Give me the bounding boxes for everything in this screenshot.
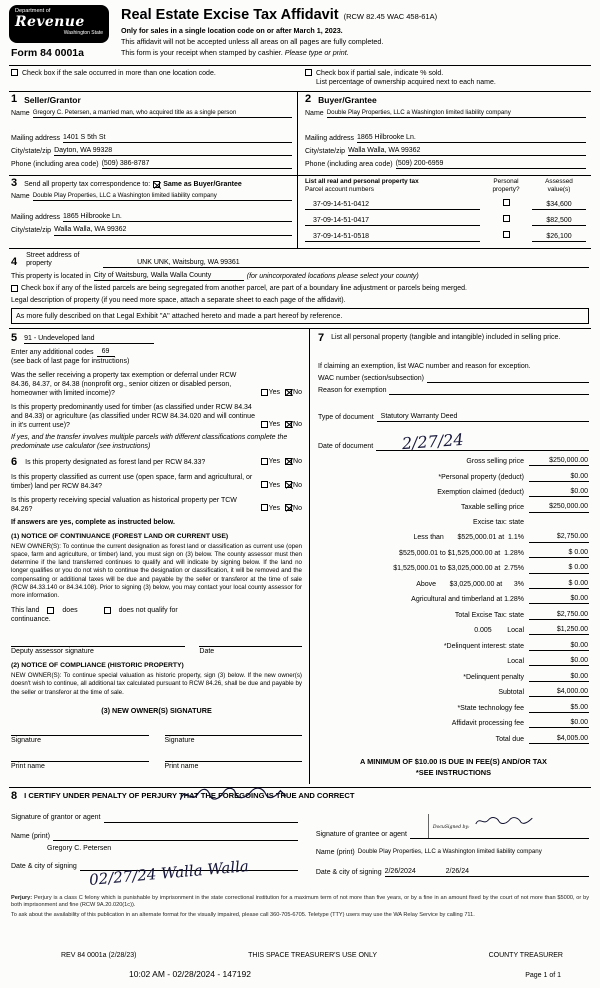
page-title: Real Estate Excise Tax Affidavit <box>121 7 339 23</box>
accessibility-note: To ask about the availability of this publication in an alternate format for the visually impaired, please call 360-705-6705. Teletype (TTY) users may use the WA Relay Service by calling 711. <box>11 912 475 919</box>
deputy-assessor-row <box>11 636 302 656</box>
county-treasurer-label: COUNTY TREASURER <box>488 951 563 959</box>
page-indicator: Page 1 of 1 <box>525 971 561 979</box>
yes-label: Yes <box>268 481 281 489</box>
correspondence-parcels-band <box>9 176 591 249</box>
personal-property-checkbox-2[interactable] <box>503 215 510 222</box>
document-type-field[interactable]: Statutory Warranty Deed <box>377 412 589 422</box>
street-address-label-line2: property <box>26 259 52 267</box>
total-due-value[interactable]: $4,005.00 <box>529 734 589 744</box>
notice-compliance-title: (2) NOTICE OF COMPLIANCE (HISTORIC PROPERTY) <box>11 662 184 670</box>
grantee-printed-name: Double Play Properties, LLC a Washington limited liability company <box>357 848 542 856</box>
segregated-parcels-label: Check box if any of the listed parcels are being segregated from another parcel, are part of a boundary line adjustment or parcels being merged. <box>21 285 467 293</box>
local-tax-value[interactable]: $1,250.00 <box>529 625 589 635</box>
section-2-buyer <box>297 92 591 175</box>
correspondence-csz-field[interactable]: Walla Walla, WA 99362 <box>54 225 292 235</box>
seller-csz-label: City/state/zip <box>11 148 52 156</box>
grantor-name-print-label: Name (print) <box>11 832 50 840</box>
grantor-signature-label: Signature of grantor or agent <box>11 814 101 822</box>
street-address-label-line1: Street address of <box>26 251 80 259</box>
parcel-number-field-2[interactable]: 37-09-14-51-0417 <box>305 216 480 226</box>
seller-heading: Seller/Grantor <box>24 94 81 105</box>
yes-label: Yes <box>268 421 281 429</box>
exemption-no-checkbox[interactable] <box>285 389 292 396</box>
tax-line-label: $1,525,000.01 to $3,025,000.00 at 2.75% <box>393 565 524 573</box>
section-1-number: 1 <box>11 92 18 105</box>
document-date-handwriting: 2/27/24 <box>401 430 465 454</box>
same-as-buyer-label: Same as Buyer/Grantee <box>163 181 242 189</box>
forest-yes-checkbox[interactable] <box>261 458 268 465</box>
tax-line-label: Total Excise Tax: state <box>454 611 524 619</box>
exemption-claim-note: If claiming an exemption, list WAC number and reason for exception. <box>318 362 531 370</box>
tax-line-label: Taxable selling price <box>460 504 524 512</box>
seller-csz-field[interactable]: Dayton, WA 99328 <box>54 146 292 156</box>
tax-line-label: *Personal property (deduct) <box>438 473 524 481</box>
additional-codes-note: (see back of last page for instructions) <box>11 357 130 365</box>
deputy-assessor-signature-line[interactable] <box>11 636 185 647</box>
tax-line-label: Exemption claimed (deduct) <box>437 488 524 496</box>
grantee-signature-label: Signature of grantee or agent <box>315 831 407 839</box>
additional-codes-field[interactable]: 69 <box>97 347 115 357</box>
tax-line-label: $525,000.01 to $1,525,000.00 at 1.28% <box>399 549 524 557</box>
historic-no-checkbox[interactable] <box>285 504 292 511</box>
deputy-date-label: Date <box>199 648 215 656</box>
grantor-signing-block <box>11 804 298 890</box>
new-owner-signature-line-1[interactable] <box>11 726 149 736</box>
street-address-field[interactable]: UNK UNK, Waitsburg, WA 99361 <box>103 258 589 268</box>
buyer-mailing-field[interactable]: 1865 Hilbrooke Ln. <box>357 133 586 143</box>
form-header <box>9 5 591 65</box>
partial-sale-text: Check box if partial sale, indicate % sold. <box>316 69 444 77</box>
tax-computation-table <box>318 456 589 749</box>
delinquent-penalty-value[interactable]: $0.00 <box>529 672 589 682</box>
signature-label: Signature <box>11 737 41 745</box>
exemption-reason-label: Reason for exemption <box>318 386 387 394</box>
sections-5-6-column <box>9 329 309 785</box>
exemption-reason-field[interactable] <box>389 386 589 395</box>
assessed-value-field-1[interactable]: $34,600 <box>532 200 586 210</box>
grantor-date-city-label: Date & city of signing <box>11 862 77 870</box>
seller-phone-field[interactable]: (509) 386-8787 <box>102 159 292 169</box>
new-owner-print-row <box>11 752 302 771</box>
section-3-number: 3 <box>11 177 18 190</box>
docusign-block <box>428 814 536 838</box>
no-label: No <box>293 421 302 429</box>
notice-compliance-body: NEW OWNER(S): To continue special valuation as historic property, sign (3) below. If the new owner(s) doesn't wish to continue, all additional tax calculated pursuant to RCW 84.26, shall be due and payable by the seller or transferor at the time of sale. <box>11 672 302 696</box>
no-label: No <box>293 481 302 489</box>
exemption-question-text: Was the seller receiving a property tax exemption or deferral under RCW 84.36, 84.37, or 84.38 (nonprofit org., senior citizen or disabled person, homeowner with limited income)? <box>11 371 237 398</box>
current-use-yes-checkbox[interactable] <box>261 481 268 488</box>
agricultural-timberland-value[interactable]: $0.00 <box>529 594 589 604</box>
tier-2-tax-value[interactable]: $ 0.00 <box>529 548 589 558</box>
gross-selling-price-value[interactable]: $250,000.00 <box>529 456 589 466</box>
section-7-column <box>309 329 591 785</box>
correspondence-name-field[interactable]: Double Play Properties, LLC a Washington limited liability company <box>33 192 292 201</box>
assessed-value-field-3[interactable]: $26,100 <box>532 232 586 242</box>
seller-name-label: Name <box>11 109 30 117</box>
header-note-3 <box>121 48 591 57</box>
parcel-number-field-3[interactable]: 37-09-14-51-0518 <box>305 232 480 242</box>
land-use-code-field[interactable]: 91 - Undeveloped land <box>24 334 154 344</box>
buyer-phone-field[interactable]: (509) 200-6959 <box>396 159 586 169</box>
logo-dept-text: Department of <box>15 8 51 14</box>
multi-location-label: Check box if the sale occurred in more than one location code. <box>22 69 216 77</box>
notice-continuance-body: NEW OWNER(S): To continue the current designation as forest land or classification as current use (open space, farm and agriculture, or timber) land, you must sign on (3) below. The county assessor must then determine if the land transferred continues to qualify and will indicate by signing below. If the land no longer qualifies or you do not wish to continue the designation or classification, it will be removed and the compensating or additional taxes will be due and payable by the seller or transferor at the time of sale (RCW 84.33.140 or 84.34.108). Prior to signing (3) below, you may contact your local county assessor for more information. <box>11 542 302 599</box>
seller-phone-label: Phone (including area code) <box>11 161 99 169</box>
header-note-1: Only for sales in a single location code on or after March 1, 2023. <box>121 26 343 36</box>
no-label: No <box>293 458 302 466</box>
top-checkboxes-row <box>9 65 591 92</box>
assessed-header-line1: Assessed <box>545 178 573 186</box>
print-name-label: Print name <box>164 763 199 771</box>
seller-buyer-band <box>9 92 591 176</box>
personal-property-checkbox-3[interactable] <box>503 231 510 238</box>
print-name-label: Print name <box>11 763 45 771</box>
does-qualify-checkbox[interactable] <box>47 607 54 614</box>
street-address-label <box>26 252 98 268</box>
ownership-pct-text: List percentage of ownership acquired next to each name. <box>316 78 496 86</box>
form-number: Form 84 0001a <box>11 47 84 59</box>
certify-statement: I CERTIFY UNDER PENALTY OF PERJURY THAT THE FOREGOING IS TRUE AND CORRECT <box>24 791 355 801</box>
state-technology-fee-value[interactable]: $5.00 <box>529 703 589 713</box>
seller-mailing-field[interactable]: 1401 S 5th St <box>63 133 292 143</box>
wac-number-label: WAC number (section/subsection) <box>318 374 424 382</box>
minimum-due-line1: A MINIMUM OF $10.00 IS DUE IN FEE(S) AND/OR TAX <box>360 757 547 767</box>
section-4-number: 4 <box>11 256 18 268</box>
document-type-label: Type of document <box>318 413 374 421</box>
parcel-number-field-1[interactable]: 37-09-14-51-0412 <box>305 200 480 210</box>
section-8-number: 8 <box>11 790 18 803</box>
this-land-label: This land <box>11 607 40 615</box>
tax-line-label: *State technology fee <box>457 704 524 712</box>
section-7-number: 7 <box>318 331 325 344</box>
parcel-header <box>305 178 480 193</box>
perjury-notice <box>9 895 591 920</box>
signature-label: Signature <box>164 737 195 745</box>
buyer-name-field[interactable]: Double Play Properties, LLC a Washington limited liability company <box>327 109 586 118</box>
forest-land-question-text: Is this property designated as forest land per RCW 84.33? <box>25 459 206 467</box>
tax-line-label: *Delinquent penalty <box>463 673 524 681</box>
yes-label: Yes <box>268 389 281 397</box>
legal-description-label: Legal description of property (if you need more space, attach a separate sheet to each page of the affidavit). <box>11 297 346 305</box>
new-owner-print-line-1[interactable] <box>11 752 149 762</box>
document-date-field[interactable] <box>376 425 589 454</box>
grantee-date-city-line[interactable] <box>385 867 589 877</box>
page-footer <box>9 951 591 980</box>
minimum-due-line2: *SEE INSTRUCTIONS <box>415 768 492 778</box>
multi-location-checkbox[interactable] <box>11 69 18 76</box>
yes-label: Yes <box>268 504 281 512</box>
tax-line-label: 0.005 Local <box>474 627 524 635</box>
treasurer-space-label: THIS SPACE TREASURER'S USE ONLY <box>248 951 377 959</box>
grantor-printed-name: Gregory C. Petersen <box>47 844 112 852</box>
exemption-claimed-value[interactable]: $0.00 <box>529 487 589 497</box>
parcel-header-line2: Parcel account numbers <box>305 185 374 193</box>
current-use-question-text: Is this property classified as current use (open space, farm and agricultural, or timber) land per RCW 84.34? <box>11 473 253 490</box>
no-label: No <box>293 389 302 397</box>
new-owner-signature-row <box>11 726 302 745</box>
correspondence-mailing-label: Mailing address <box>11 214 61 222</box>
tax-line-label: Affidavit processing fee <box>451 720 524 728</box>
historic-question-text: Is this property receiving special valuation as historical property per TCW 84.26? <box>11 496 237 513</box>
parcel-row <box>305 231 586 242</box>
unincorporated-note: (for unincorporated locations please select your county) <box>246 273 419 280</box>
current-use-question <box>11 473 302 491</box>
exemption-question <box>11 371 302 398</box>
grantee-date-city-label: Date & city of signing <box>315 868 382 876</box>
grantee-name-print-label: Name (print) <box>315 849 355 857</box>
excise-tax-state-label: Excise tax: state <box>473 518 524 526</box>
buyer-csz-label: City/state/zip <box>305 148 346 156</box>
exemption-yes-checkbox[interactable] <box>261 389 268 396</box>
middle-band <box>9 329 591 785</box>
header-note-3-text: This form is your receipt when stamped by cashier. <box>121 48 283 58</box>
does-not-qualify-checkbox[interactable] <box>104 607 111 614</box>
tax-line-label: Above $3,025,000.00 at 3% <box>416 580 524 588</box>
personal-property-deduct-value[interactable]: $0.00 <box>529 472 589 482</box>
partial-sale-label <box>316 69 496 87</box>
land-qualify-row <box>11 606 302 615</box>
tax-line-label: Less than $525,000.01 at 1.1% <box>413 534 524 542</box>
legal-description-field[interactable]: As more fully described on that Legal Exhibit "A" attached hereto and made a part hereof by reference. <box>11 308 589 323</box>
perjury-lead: Perjury: <box>11 894 33 901</box>
property-located-label: This property is located in <box>11 273 91 280</box>
grantee-date-2: 2/26/24 <box>445 867 470 875</box>
logo-revenue-text: Revenue <box>15 14 85 31</box>
property-location-field[interactable]: City of Waitsburg, Walla Walla County <box>94 271 244 281</box>
grantor-name-print-line[interactable] <box>53 832 298 841</box>
timber-no-checkbox[interactable] <box>285 421 292 428</box>
seller-mailing-label: Mailing address <box>11 134 61 142</box>
rev-form-number: REV 84 0001a (2/28/23) <box>61 951 137 959</box>
seller-name-field[interactable]: Gregory C. Petersen, a married man, who acquired title as a single person <box>33 109 292 118</box>
timber-question-text: Is this property predominantly used for timber (as classified under RCW 84.34 and 84.33) or agriculture (as classified under RCW 84.34.020 and will continue in it's current use)? <box>11 404 255 430</box>
forest-land-question <box>11 457 302 468</box>
grantee-signing-block <box>316 804 589 876</box>
if-yes-note: If answers are yes, complete as instructed below. <box>11 518 175 526</box>
no-label: No <box>293 504 302 512</box>
parcel-table <box>297 176 591 248</box>
subtotal-value[interactable]: $4,000.00 <box>529 687 589 697</box>
total-excise-state-value[interactable]: $2,750.00 <box>529 610 589 620</box>
assessed-header-line2: value(s) <box>547 185 571 193</box>
tier-4-tax-value[interactable]: $ 0.00 <box>529 579 589 589</box>
segregated-parcels-checkbox[interactable] <box>11 285 18 292</box>
timber-question <box>11 403 302 430</box>
partial-sale-checkbox[interactable] <box>305 69 312 76</box>
historic-yes-checkbox[interactable] <box>261 504 268 511</box>
personal-header-line1: Personal <box>493 178 519 186</box>
new-owner-signature-title: (3) NEW OWNER(S) SIGNATURE <box>101 705 212 715</box>
parcel-row <box>305 215 586 226</box>
docusign-label: DocuSigned by: <box>432 825 470 831</box>
title-rcw-reference: (RCW 82.45 WAC 458-61A) <box>343 12 438 21</box>
buyer-csz-field[interactable]: Walla Walla, WA 99362 <box>348 146 586 156</box>
tier-3-tax-value[interactable]: $ 0.00 <box>529 563 589 573</box>
header-note-2: This affidavit will not be accepted unless all areas on all pages are fully completed. <box>121 37 384 47</box>
forest-no-checkbox[interactable] <box>285 458 292 465</box>
tier-1-tax-value[interactable]: $2,750.00 <box>529 532 589 542</box>
section-1-seller <box>9 92 297 175</box>
timber-yes-checkbox[interactable] <box>261 421 268 428</box>
grantee-signature[interactable] <box>472 814 536 828</box>
parcel-header-line1: List all real and personal property tax <box>305 178 419 186</box>
notice-continuance-title: (1) NOTICE OF CONTINUANCE (FOREST LAND OR CURRENT USE) <box>11 533 229 541</box>
grantee-signature-line[interactable] <box>410 814 589 839</box>
continuance-label: continuance. <box>11 616 51 624</box>
buyer-heading: Buyer/Grantee <box>318 94 377 105</box>
delinquent-interest-local-value[interactable]: $0.00 <box>529 656 589 666</box>
personal-property-header <box>484 178 528 193</box>
document-date-label: Date of document <box>318 442 374 450</box>
same-as-buyer-checkbox[interactable] <box>153 181 160 188</box>
section-2-number: 2 <box>305 92 312 105</box>
multi-parcel-note: If yes, and the transfer involves multiple parcels with different classifications complete the predominate use calculator (see instructions) <box>11 434 288 451</box>
correspondence-name-label: Name <box>11 193 30 201</box>
grantor-signature-line[interactable] <box>104 814 298 823</box>
section-6-number: 6 <box>11 455 18 468</box>
tax-line-label: *Delinquent interest: state <box>443 642 524 650</box>
section-8-certification <box>9 787 591 890</box>
deputy-date-line[interactable] <box>199 636 302 647</box>
section-4-property <box>9 249 591 329</box>
tax-line-label: Agricultural and timberland at 1.28% <box>411 596 524 604</box>
personal-header-line2: property? <box>492 185 520 193</box>
minimum-due-note <box>318 756 589 778</box>
new-owner-signature-line-2[interactable] <box>165 726 303 736</box>
personal-property-note: List all personal property (tangible and intangible) included in selling price. <box>331 333 561 341</box>
yes-label: Yes <box>268 458 281 466</box>
correspondence-csz-label: City/state/zip <box>11 227 52 235</box>
wac-number-field[interactable] <box>427 374 589 383</box>
header-note-3-italic: Please type or print. <box>284 48 349 58</box>
taxable-selling-price-value[interactable]: $250,000.00 <box>529 502 589 512</box>
delinquent-interest-state-value[interactable]: $0.00 <box>529 641 589 651</box>
send-correspondence-label: Send all property tax correspondence to: <box>24 181 151 189</box>
parcel-row <box>305 199 586 210</box>
grantor-date-city-handwriting: 02/27/24 Walla Walla <box>88 857 250 890</box>
personal-property-checkbox-1[interactable] <box>503 199 510 206</box>
buyer-name-label: Name <box>305 109 324 117</box>
additional-codes-label: Enter any additional codes <box>11 348 94 356</box>
tax-line-label: Local <box>507 658 524 666</box>
current-use-no-checkbox[interactable] <box>285 481 292 488</box>
assessed-value-field-2[interactable]: $82,500 <box>532 216 586 226</box>
historic-question <box>11 496 302 514</box>
new-owner-print-line-2[interactable] <box>165 752 303 762</box>
perjury-text: Perjury is a class C felony which is punishable by imprisonment in the state correctional institution for a maximum term of not more than five years, or by a fine in an amount fixed by the court of not more than $5000, or by both imprisonment and fine (RCW 9A.20.020(1c)). <box>11 894 589 909</box>
buyer-phone-label: Phone (including area code) <box>305 161 393 169</box>
section-3-correspondence <box>9 176 297 248</box>
assessed-value-header <box>532 178 586 193</box>
dor-logo <box>9 5 109 43</box>
does-not-label: does not qualify for <box>118 607 178 615</box>
grantee-date-1: 2/26/2024 <box>384 867 416 875</box>
receipt-timestamp: 10:02 AM - 02/28/2024 - 147192 <box>129 968 251 979</box>
correspondence-mailing-field[interactable]: 1865 Hilbrooke Ln. <box>63 212 292 222</box>
affidavit-processing-fee-value[interactable]: $0.00 <box>529 718 589 728</box>
buyer-mailing-label: Mailing address <box>305 134 355 142</box>
deputy-assessor-label: Deputy assessor signature <box>11 648 94 656</box>
section-5-number: 5 <box>11 331 18 344</box>
tax-line-label: Total due <box>495 735 524 743</box>
does-label: does <box>62 607 78 615</box>
tax-line-label: Subtotal <box>498 689 524 697</box>
logo-state-text: Washington State <box>63 29 103 36</box>
tax-line-label: Gross selling price <box>466 458 524 466</box>
